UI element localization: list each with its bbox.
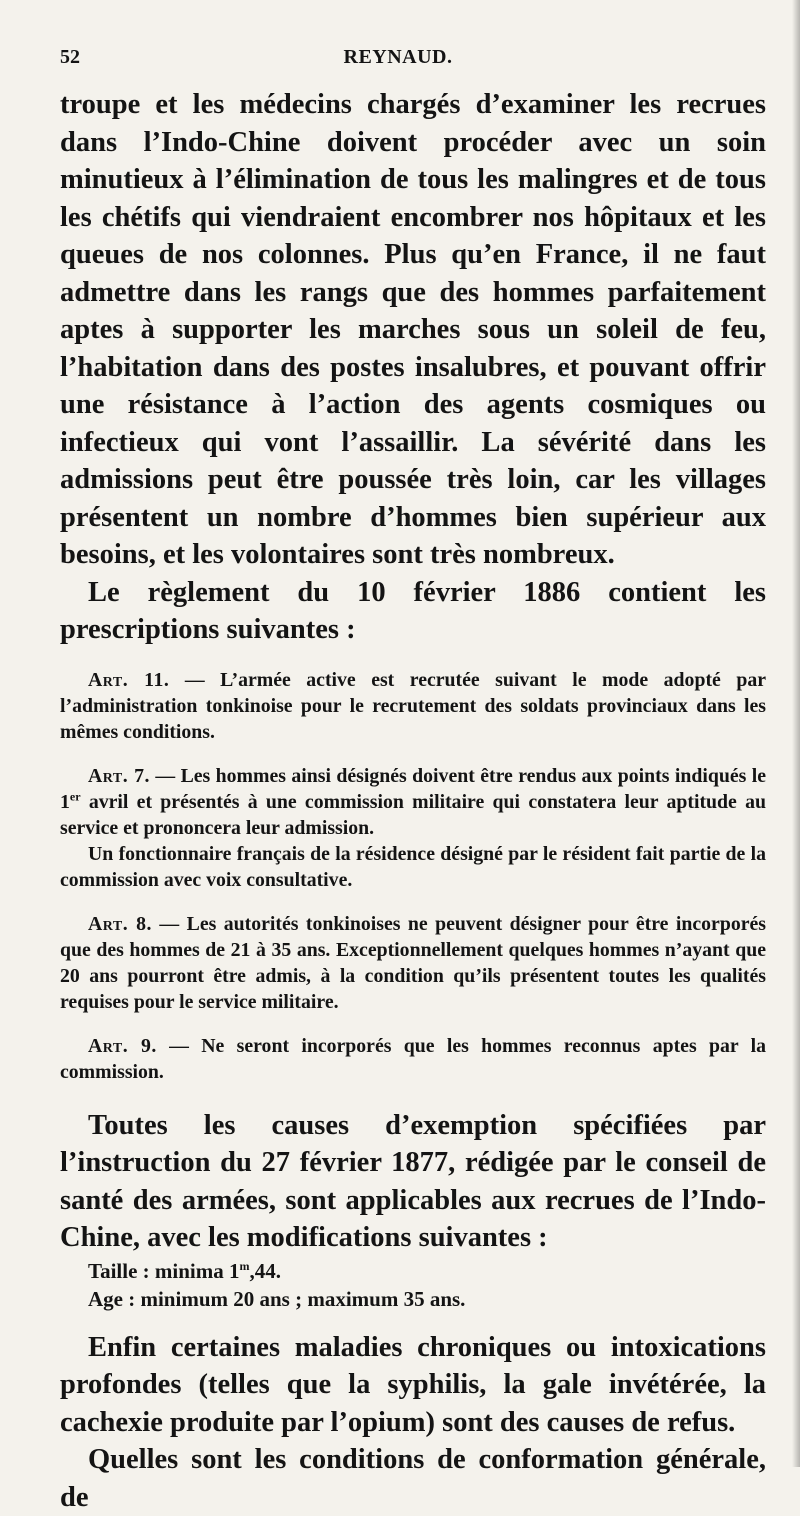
article-8 <box>60 911 766 1015</box>
spec-taille-text-b: ,44. <box>249 1258 281 1283</box>
paragraph-conformation: Quelles sont les conditions de conformation générale, de <box>60 1444 766 1513</box>
page-number: 52 <box>60 46 80 68</box>
article-11-text: — L’armée active est recrutée suivant le mode adopté par l’administration tonkinoise pour le recrutement des soldats provinciaux dans les mêmes conditions. <box>60 668 766 743</box>
spec-taille-superscript: m <box>239 1258 250 1273</box>
article-9-label: Art. 9. <box>88 1034 157 1057</box>
article-9 <box>60 1033 766 1085</box>
spec-taille <box>60 1257 766 1285</box>
article-7-label: Art. 7. <box>88 764 150 787</box>
article-8-label: Art. 8. <box>88 912 152 935</box>
paragraph-reglement-intro: Le règlement du 10 février 1886 contient les prescriptions suivantes : <box>60 576 766 645</box>
spec-age: Age : minimum 20 ans ; maximum 35 ans. <box>88 1286 466 1311</box>
paragraph-exemption-causes: Toutes les causes d’exemption spécifiées par l’instruction du 27 février 1877, rédigée par le conseil de santé des armées, sont applicables aux recrues de l’Indo-Chine, avec les modifications suivantes : <box>60 1109 766 1253</box>
article-7-superscript: er <box>69 788 81 803</box>
article-9-text: — Ne seront incorporés que les hommes reconnus aptes par la commission. <box>60 1034 766 1083</box>
page-header <box>60 46 766 86</box>
article-11-label: Art. 11. <box>88 668 170 691</box>
paragraph-recruit-elimination: troupe et les médecins chargés d’examiner les recrues dans l’Indo-Chine doivent procéder avec un soin minutieux à l’élimination de tous les malingres et de tous les chétifs qui viendraient encombrer nos hôpitaux et les queues de nos colonnes. Plus qu’en France, il ne faut admettre dans les rangs que des hommes parfaitement aptes à supporter les marches sous un soleil de feu, l’habitation dans des postes insalubres, et pouvant offrir une résistance à l’action des agents cosmiques ou infectieux qui vont l’assaillir. La sévérité dans les admissions peut être poussée très loin, car les villages présentent un nombre d’hommes bien supérieur aux besoins, et les volontaires sont très nombreux. <box>60 89 766 570</box>
running-head: REYNAUD. <box>343 46 453 68</box>
article-7-second-paragraph: Un fonctionnaire français de la résidence désigné par le résident fait partie de la commission avec voix consultative. <box>60 842 766 891</box>
spec-taille-text-a: Taille : minima 1 <box>88 1258 240 1283</box>
article-8-text: — Les autorités tonkinoises ne peuvent désigner pour être incorporés que des hommes de 21 à 35 ans. Exceptionnellement quelques hommes n’ayant que 20 ans pourront être admis, à la condition qu’ils présentent toutes les qualités requises pour le service militaire. <box>60 912 766 1013</box>
article-7-text-a: — Les hommes ainsi désignés doivent être rendus aux points indiqués le 1 <box>60 764 767 813</box>
article-7-text-b: avril et présentés à une commission militaire qui constatera leur aptitude au service et prononcera leur admission. <box>60 790 766 839</box>
article-7 <box>60 763 766 841</box>
article-11 <box>60 667 766 745</box>
page-edge-shadow <box>792 0 800 1467</box>
paragraph-refusal-causes: Enfin certaines maladies chroniques ou intoxications profondes (telles que la syphilis, la gale invétérée, la cachexie produite par l’opium) sont des causes de refus. <box>60 1331 766 1438</box>
